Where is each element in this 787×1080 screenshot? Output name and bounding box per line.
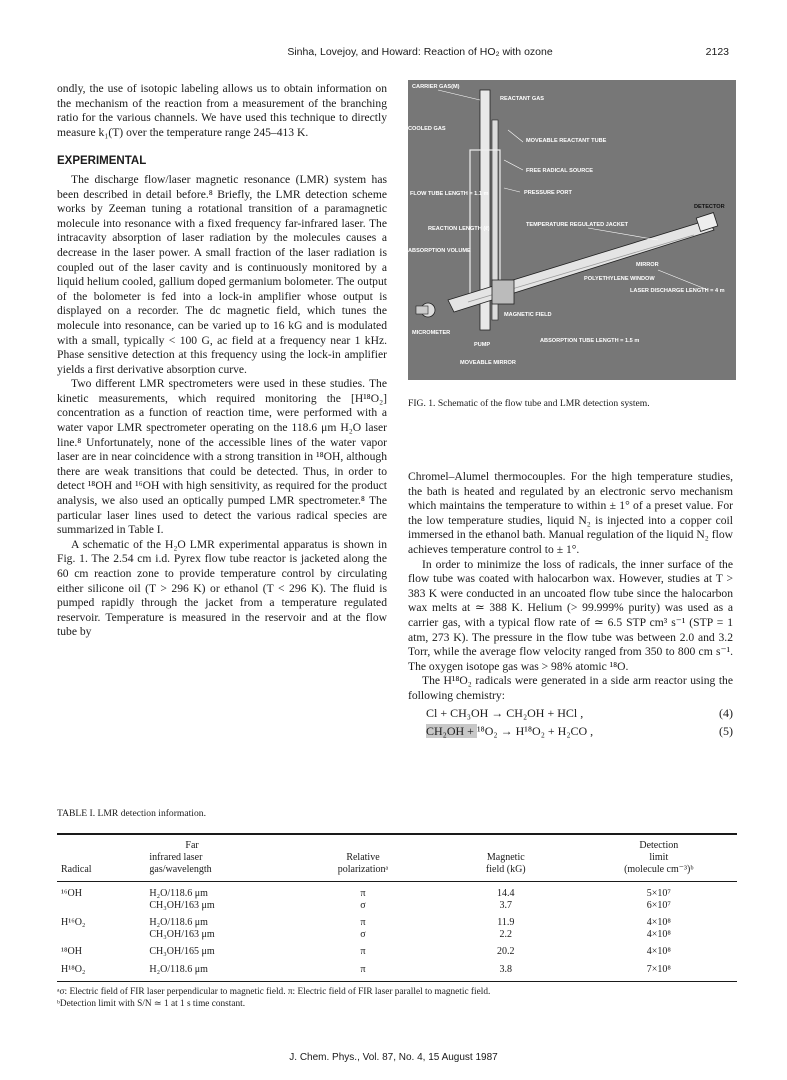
paragraph-generation: The H¹⁸O₂ radicals were generated in a side arm reactor using the following chemistry:: [408, 674, 733, 702]
equation-5-highlight: CH₂OH +: [426, 723, 477, 738]
equation-4-text: Cl + CH₃OH → CH₂OH + HCl ,: [426, 705, 584, 720]
label-temperature-jacket: TEMPERATURE REGULATED JACKET: [526, 222, 629, 228]
running-head: Sinha, Lovejoy, and Howard: Reaction of HO₂ with ozone: [287, 46, 553, 58]
label-flow-tube-length: FLOW TUBE LENGTH = 1.1 m: [410, 191, 489, 197]
figure-1-schematic: [408, 80, 736, 380]
table-row: ¹⁶OH H₂O/118.6 μm π 14.4 5×10⁷: [61, 888, 671, 899]
label-pump: PUMP: [474, 342, 491, 348]
table-row: CH₃OH/163 μm σ 3.7 6×10⁷: [149, 899, 671, 911]
lmr-detection-table: [57, 833, 737, 982]
footnote-a: ᵃσ: Electric field of FIR laser perpendicular to magnetic field. π: Electric field of FIR laser parallel to magnetic field.: [57, 987, 491, 997]
label-absorption-volume: ABSORPTION VOLUME: [408, 248, 471, 254]
table-1-block: [57, 808, 737, 1010]
equation-5-number: (5): [719, 723, 733, 738]
journal-footer: J. Chem. Phys., Vol. 87, No. 4, 15 August 1987: [289, 1052, 498, 1063]
table-footnotes: [57, 986, 737, 1010]
label-polyethylene-window: POLYETHYLENE WINDOW: [584, 276, 655, 282]
label-magnetic-field: MAGNETIC FIELD: [504, 312, 552, 318]
header-laser: Far infrared laser gas/wavelength: [145, 834, 295, 882]
label-pressure-port: PRESSURE PORT: [524, 190, 572, 196]
header-polarization: Relative polarizationᵃ: [295, 834, 431, 882]
left-column: [57, 82, 387, 640]
figure-caption: FIG. 1. Schematic of the flow tube and LMR detection system.: [408, 398, 650, 409]
paragraph-spectrometers: Two different LMR spectrometers were used in these studies. The kinetic measurements, which required monitoring the [H¹⁸O₂] concentration as a function of reaction time, were performed with a water vapor LMR spectrometer operating on the 118.6 μm H₂O laser line.⁸ Unfortunately, none of the accessible lines of the water vapor laser are in near coincidence with a strong transition in ¹⁸OH, although there are weak transitions that could be detected. Thus, in order to detect ¹⁸OH and ¹⁶OH with high sensitivity, as required for the product analysis, we also used an optically pumped LMR spectrometer.⁸ The particular laser lines used to detect the various radical species are summarized in Table I.: [57, 377, 387, 537]
paragraph-thermocouples: Chromel–Alumel thermocouples. For the high temperature studies, the bath is heated and regulated by an electronic servo mechanism which maintains the temperature to within ± 1° of a preset value. For the low temperature studies, liquid N₂ is injected into a copper coil immersed in the ethanol bath. Manual regulation of the liquid N₂ flow achieves temperature control to ± 1°.: [408, 470, 733, 556]
label-absorption-tube: ABSORPTION TUBE LENGTH = 1.5 m: [540, 338, 640, 344]
header-detection-limit: Detection limit (molecule cm⁻³)ᵇ: [581, 834, 737, 882]
label-reaction-length: REACTION LENGTH (ℓ): [428, 226, 490, 232]
table-row: H¹⁸O₂ H₂O/118.6 μm π 3.8 7×10⁸: [57, 958, 737, 982]
section-title: EXPERIMENTAL: [57, 155, 147, 168]
label-free-radical-source: FREE RADICAL SOURCE: [526, 168, 594, 174]
table-row: H¹⁶O₂ H₂O/118.6 μm π 11.9 4×10⁸: [61, 917, 671, 928]
footnote-b: ᵇDetection limit with S/N ≃ 1 at 1 s time constant.: [57, 999, 246, 1009]
label-carrier-gas: CARRIER GAS(M): [412, 84, 460, 90]
equation-5: [408, 722, 733, 740]
label-detector: DETECTOR: [694, 204, 725, 210]
equation-4: [408, 704, 733, 722]
table-caption: TABLE I. LMR detection information.: [57, 808, 206, 819]
page-number: 2123: [705, 46, 729, 58]
label-moveable-mirror: MOVEABLE MIRROR: [460, 360, 516, 366]
right-column: [408, 470, 733, 740]
equation-5-text: ¹⁸O₂ → H¹⁸O₂ + H₂CO ,: [476, 723, 594, 738]
label-reactant-gas: REACTANT GAS: [500, 96, 545, 102]
label-mirror: MIRROR: [636, 262, 659, 268]
paragraph-radical-loss: In order to minimize the loss of radicals, the inner surface of the flow tube was coated with halocarbon wax. However, studies at T > 383 K were conducted in an uncoated flow tube since the halocarbon wax melts at ≃ 388 K. Helium (> 99.999% purity) was used as a carrier gas, with a typical flow rate of ≃ 6.5 STP cm³ s⁻¹ (STP = 1 atm, 273 K). The pressure in the flow tube was between 2.0 and 3.2 Torr, while the average flow velocity ranged from 350 to 800 cm s⁻¹. The oxygen isotope gas was > 98% atomic ¹⁸O.: [408, 557, 733, 673]
schematic-image: [408, 80, 736, 380]
paragraph-apparatus: A schematic of the H₂O LMR experimental apparatus is shown in Fig. 1. The 2.54 cm i.d. Pyrex flow tube reactor is jacketed along the 60 cm reaction zone to provide temperature control by circulating either silicone oil (T > 296 K) or ethanol (T < 296 K). The fluid is pumped rapidly through the jacket from a temperature regulated reservoir. Temperature is measured in the reservoir and at the flow tube by: [57, 537, 387, 639]
equation-4-number: (4): [719, 705, 733, 720]
paragraph-lmr-system: The discharge flow/laser magnetic resonance (LMR) system has been described in detail before.⁸ Briefly, the LMR detection scheme works by Zeeman tuning a rotational transition of a paramagnetic molecule into resonance with a fixed frequency far-infrared laser. The intracavity absorption of laser radiation by the molecules causes a decrease in the laser power. A small fraction of the laser radiation is coupled out of the laser cavity and is continuously monitored by a liquid helium cooled, gallium doped germanium bolometer. The output of the bolometer is fed into a lock-in amplifier whose output is displayed on a recorder. The dc magnetic field, which tunes the molecule into resonance, can be varied up to 16 kG and is modulated with a small, typically < 100 G, ac field at a frequency near 1 kHz. Phase sensitive detection at this frequency using the lock-in amplifier yields a first derivative absorption curve.: [57, 172, 387, 376]
header-magnetic-field: Magnetic field (kG): [431, 834, 581, 882]
label-laser-discharge: LASER DISCHARGE LENGTH = 4 m: [630, 288, 725, 294]
label-moveable-reactant-tube: MOVEABLE REACTANT TUBE: [526, 138, 607, 144]
label-micrometer: MICROMETER: [412, 330, 451, 336]
header-radical: Radical: [57, 834, 145, 882]
table-row: ¹⁸OH CH₃OH/165 μm π 20.2 4×10⁸: [61, 946, 671, 957]
paragraph-intro-end: ondly, the use of isotopic labeling allows us to obtain information on the mechanism of the reaction from a measurement of the branching ratio for the various channels. We have used this technique to directly measure k₁(T) over the temperature range 245–413 K.: [57, 82, 387, 139]
label-cooled-gas: COOLED GAS: [408, 126, 446, 132]
table-row: CH₃OH/163 μm σ 2.2 4×10⁸: [149, 928, 671, 940]
